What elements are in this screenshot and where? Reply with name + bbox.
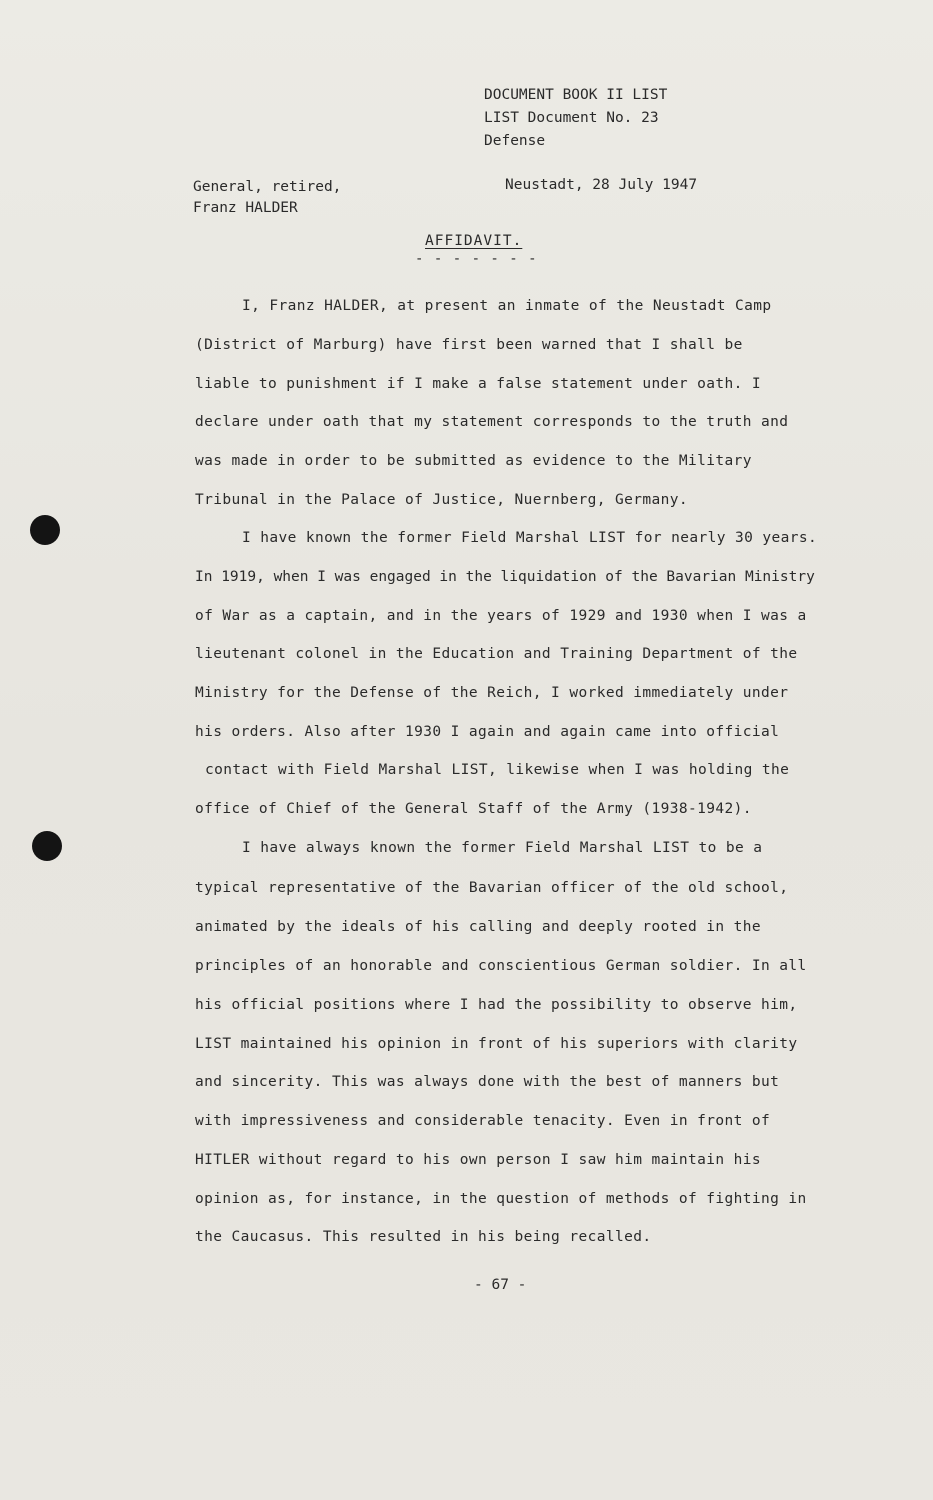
body-line: declare under oath that my statement corresponds to the truth and	[195, 414, 789, 430]
body-line: animated by the ideals of his calling and deeply rooted in the	[195, 919, 762, 935]
body-line: opinion as, for instance, in the question of methods of fighting in	[195, 1191, 807, 1207]
affiant-name: Franz HALDER	[193, 200, 298, 216]
body-line: was made in order to be submitted as evidence to the Military	[195, 453, 752, 469]
body-line: liable to punishment if I make a false statement under oath. I	[195, 376, 762, 392]
place-and-date: Neustadt, 28 July 1947	[505, 177, 698, 193]
affiant-rank: General, retired,	[193, 179, 342, 195]
reference-line: DOCUMENT BOOK II LIST	[484, 87, 668, 103]
body-line: and sincerity. This was always done with the best of manners but	[195, 1074, 780, 1090]
body-line: lieutenant colonel in the Education and Training Department of the	[195, 646, 798, 662]
body-line: his orders. Also after 1930 I again and again came into official	[195, 724, 780, 740]
body-line: with impressiveness and considerable tenacity. Even in front of	[195, 1113, 771, 1129]
body-line: of War as a captain, and in the years of 1929 and 1930 when I was a	[195, 608, 807, 624]
body-line: I, Franz HALDER, at present an inmate of the Neustadt Camp	[242, 298, 772, 314]
punch-hole-top	[30, 515, 60, 545]
reference-line: Defense	[484, 133, 546, 149]
reference-line: LIST Document No. 23	[484, 110, 659, 126]
title-underline-dashes: - - - - - - -	[415, 251, 538, 267]
body-line: In 1919, when I was engaged in the liquidation of the Bavarian Ministry	[195, 569, 815, 585]
body-line: I have always known the former Field Marshal LIST to be a	[242, 840, 763, 856]
body-line: LIST maintained his opinion in front of his superiors with clarity	[195, 1036, 798, 1052]
body-line: principles of an honorable and conscientious German soldier. In all	[195, 958, 807, 974]
body-line: office of Chief of the General Staff of the Army (1938-1942).	[195, 801, 752, 817]
body-line: HITLER without regard to his own person I saw him maintain his	[195, 1152, 762, 1168]
punch-hole-bottom	[32, 831, 62, 861]
body-line: Ministry for the Defense of the Reich, I worked immediately under	[195, 685, 789, 701]
body-line: (District of Marburg) have first been warned that I shall be	[195, 337, 743, 353]
body-line: his official positions where I had the possibility to observe him,	[195, 997, 798, 1013]
document-reference	[484, 84, 667, 153]
body-line: contact with Field Marshal LIST, likewise when I was holding the	[205, 762, 790, 778]
body-line: the Caucasus. This resulted in his being recalled.	[195, 1229, 652, 1245]
affiant-name-block	[193, 177, 341, 219]
body-line: Tribunal in the Palace of Justice, Nuernberg, Germany.	[195, 492, 689, 508]
body-line: I have known the former Field Marshal LIST for nearly 30 years.	[242, 530, 818, 546]
document-title: AFFIDAVIT.	[425, 233, 523, 249]
body-line: typical representative of the Bavarian officer of the old school,	[195, 880, 789, 896]
page-number: - 67 -	[474, 1277, 527, 1293]
